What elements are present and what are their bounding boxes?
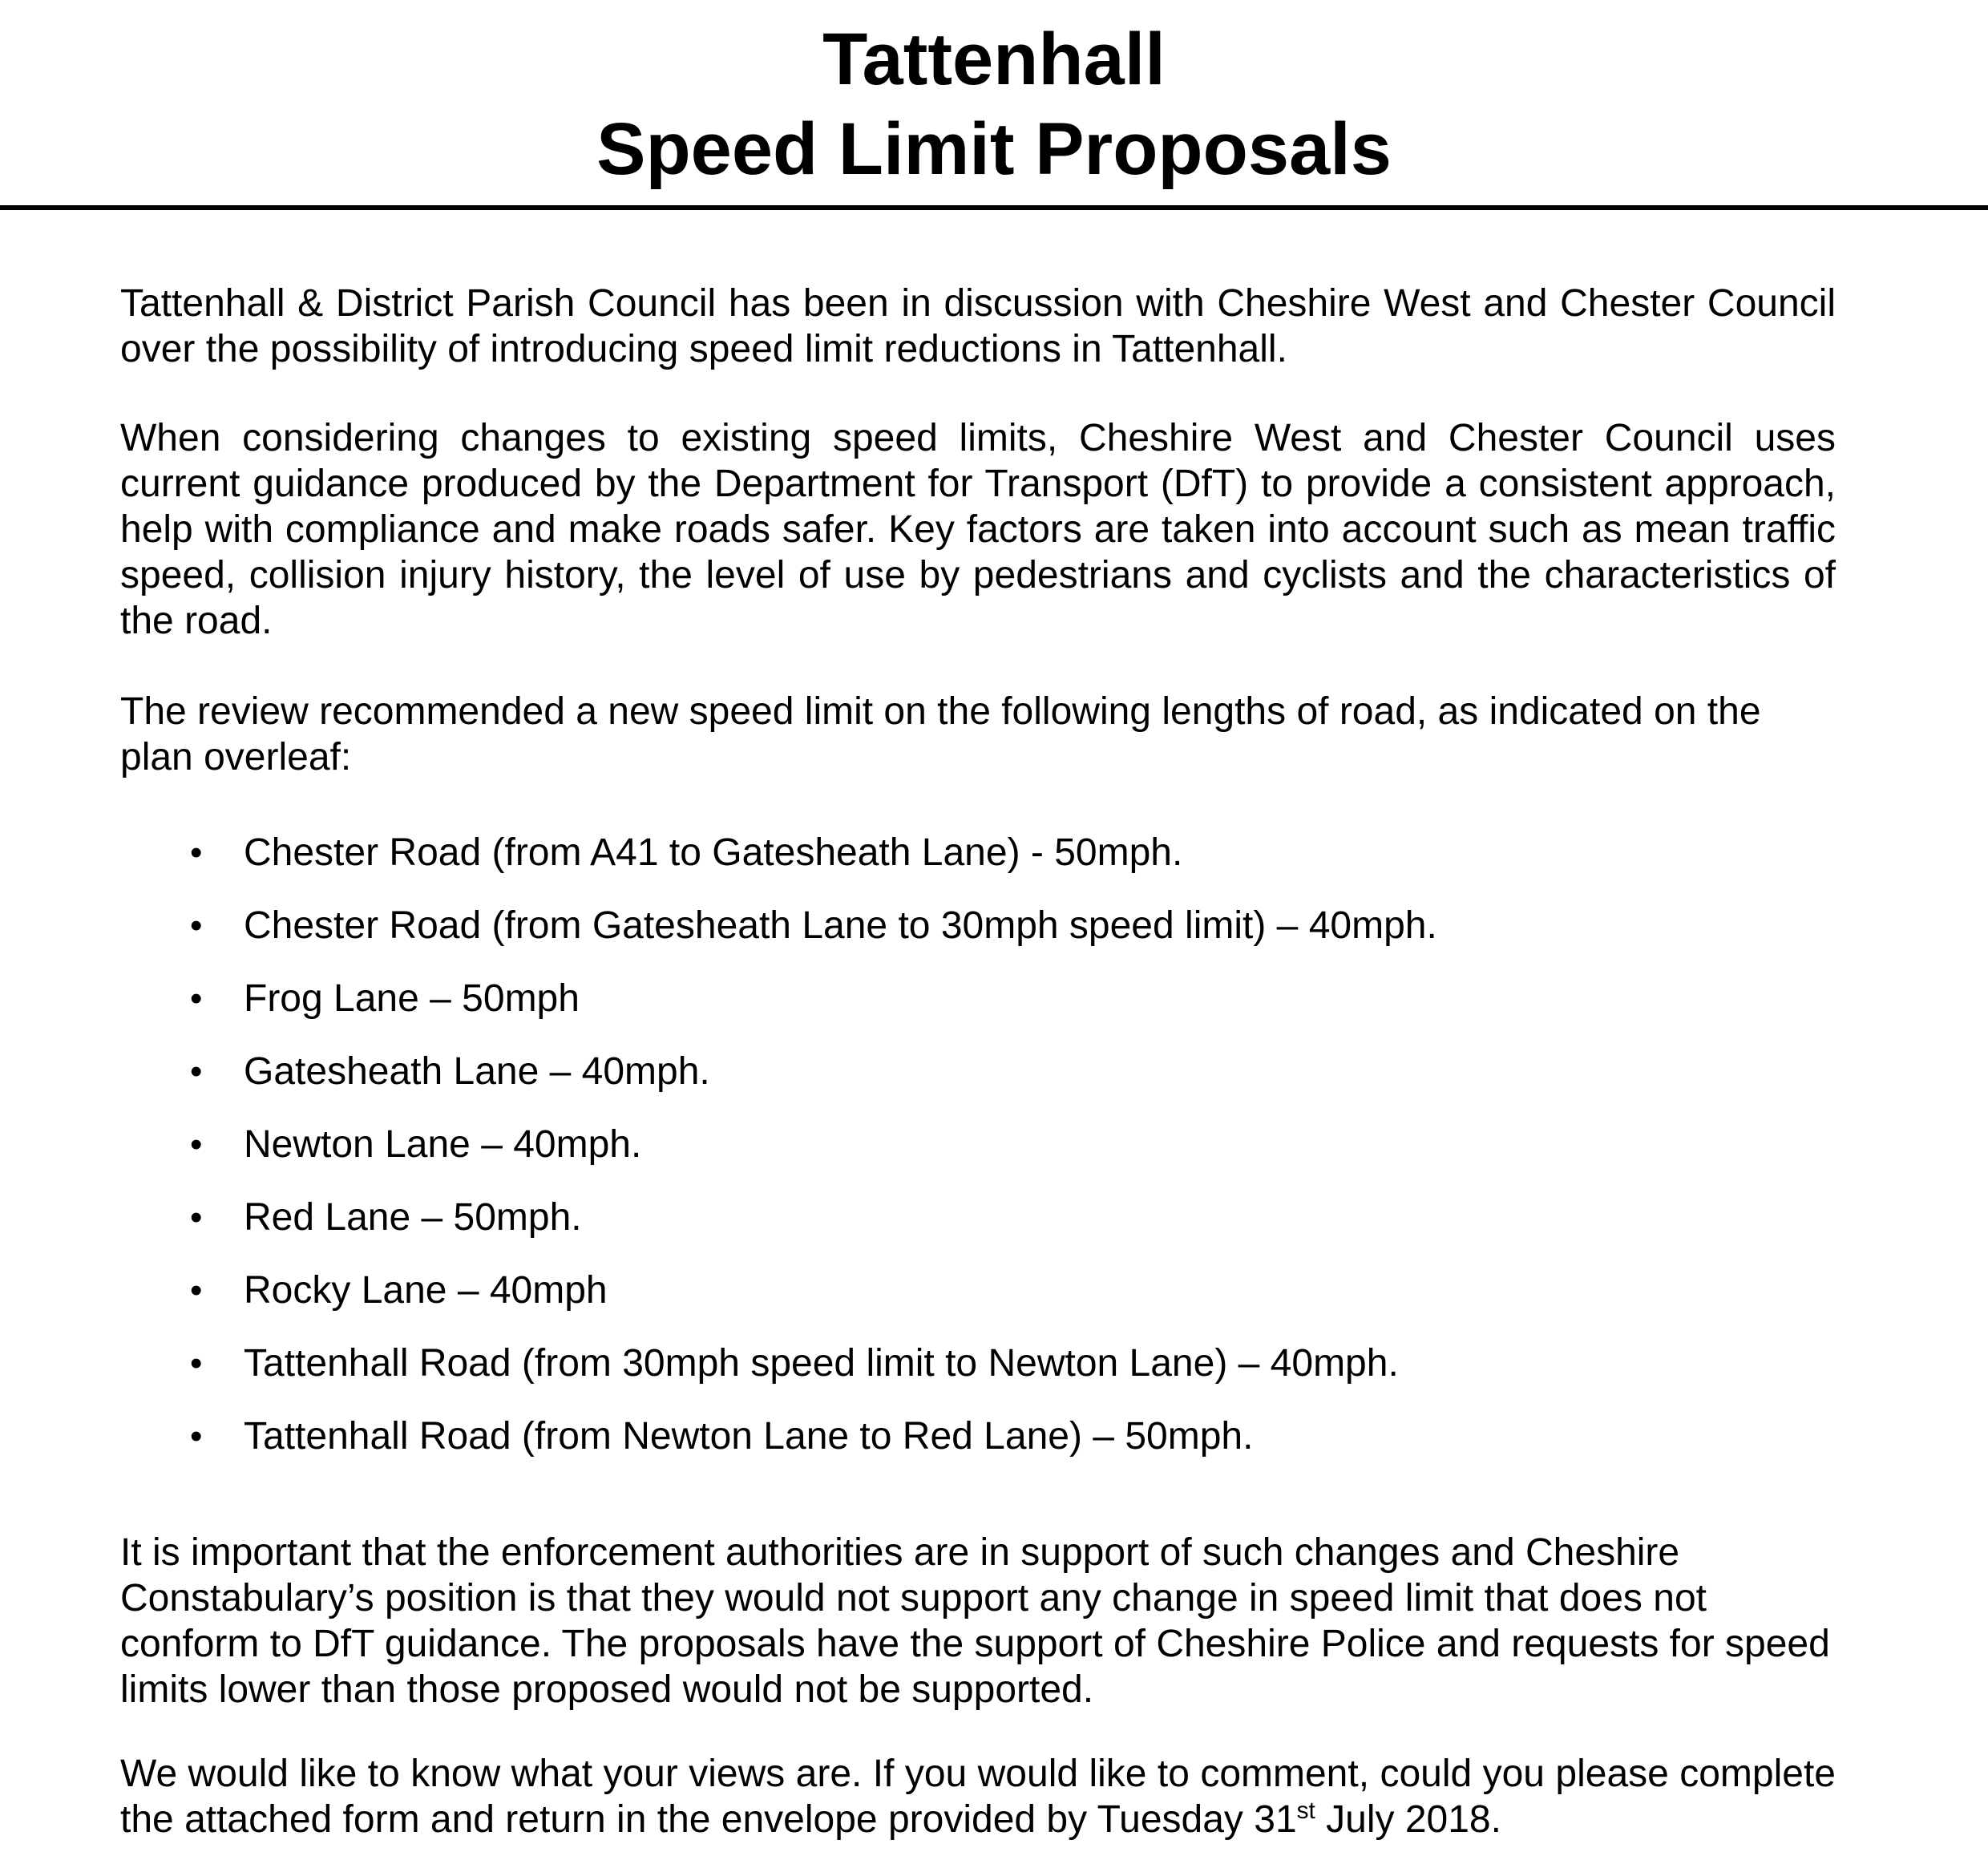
bullet-icon: • xyxy=(190,1417,203,1456)
bullet-icon: • xyxy=(190,833,203,872)
bullet-icon: • xyxy=(190,1344,203,1383)
list-item-text: Frog Lane – 50mph xyxy=(244,977,580,1020)
paragraph-review: The review recommended a new speed limit on the following lengths of road, as indicated on the plan overleaf: xyxy=(120,690,1761,778)
ordinal-superscript: st xyxy=(1296,1797,1315,1824)
list-item xyxy=(120,1049,1836,1094)
paragraph-enforcement: It is important that the enforcement authorities are in support of such changes and Cheshire Constabulary’s position is that they would not support any change in speed limit that does not conform to DfT guidance. The proposals have the support of Cheshire Police and requests for speed limits lower than those proposed would not be supported. xyxy=(120,1531,1830,1711)
list-item-text: Chester Road (from A41 to Gatesheath Lane) - 50mph. xyxy=(244,831,1183,874)
list-item xyxy=(120,976,1836,1021)
list-item xyxy=(120,1413,1836,1459)
page-title xyxy=(0,14,1988,194)
list-item-text: Newton Lane – 40mph. xyxy=(244,1123,642,1166)
title-line-2: Speed Limit Proposals xyxy=(596,108,1392,190)
list-item-text: Gatesheath Lane – 40mph. xyxy=(244,1050,710,1093)
bullet-icon: • xyxy=(190,1052,203,1091)
paragraph-response xyxy=(120,1751,1836,1842)
list-item-text: Tattenhall Road (from 30mph speed limit to Newton Lane) – 40mph. xyxy=(244,1342,1399,1385)
document-body xyxy=(0,281,1988,1842)
proposals-list xyxy=(120,830,1836,1459)
list-item xyxy=(120,1122,1836,1167)
response-text-before: We would like to know what your views are. If you would like to comment, could you please complete the attached form and return in the envelope provided by Tuesday 31 xyxy=(120,1753,1836,1841)
list-item-text: Rocky Lane – 40mph xyxy=(244,1269,608,1312)
document-header xyxy=(0,0,1988,194)
list-item xyxy=(120,1340,1836,1386)
list-item-text: Red Lane – 50mph. xyxy=(244,1196,582,1239)
list-item xyxy=(120,1268,1836,1313)
paragraph-guidance: When considering changes to existing speed limits, Cheshire West and Chester Council uses current guidance produced by the Department for Transport (DfT) to provide a consistent approach, help with compliance and make roads safer. Key factors are taken into account such as mean traffic speed, collision injury history, the level of use by pedestrians and cyclists and the characteristics of the road. xyxy=(120,417,1836,642)
header-divider xyxy=(0,205,1988,210)
bullet-icon: • xyxy=(190,906,203,945)
paragraph-intro: Tattenhall & District Parish Council has been in discussion with Cheshire West and Chester Council over the possibility of introducing speed limit reductions in Tattenhall. xyxy=(120,282,1836,370)
list-item xyxy=(120,830,1836,875)
list-item-text: Chester Road (from Gatesheath Lane to 30mph speed limit) – 40mph. xyxy=(244,904,1437,947)
bullet-icon: • xyxy=(190,1198,203,1237)
list-item xyxy=(120,1195,1836,1240)
response-text-after: July 2018. xyxy=(1315,1798,1501,1841)
title-line-1: Tattenhall xyxy=(822,18,1166,100)
list-item-text: Tattenhall Road (from Newton Lane to Red Lane) – 50mph. xyxy=(244,1415,1254,1458)
bullet-icon: • xyxy=(190,1271,203,1310)
bullet-icon: • xyxy=(190,1125,203,1164)
list-item xyxy=(120,903,1836,948)
bullet-icon: • xyxy=(190,979,203,1018)
